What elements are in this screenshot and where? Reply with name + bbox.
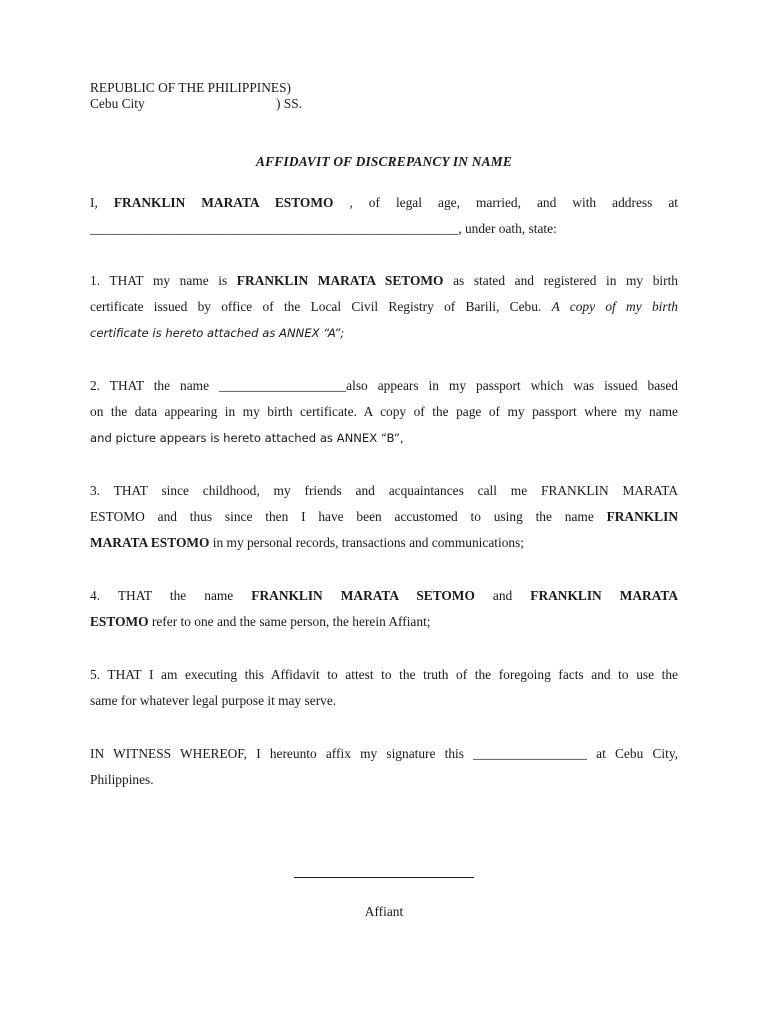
affiant-name: FRANKLIN MARATA ESTOMO [113, 195, 334, 210]
paragraph-2 [90, 373, 678, 451]
p3-text-line3b: in my personal records, transactions and communications; [209, 535, 525, 550]
intro-paragraph [90, 190, 678, 242]
paragraph-4 [90, 583, 678, 635]
paragraph-5 [90, 662, 678, 714]
venue-city-line [90, 96, 303, 112]
p4-text-and: and [474, 588, 531, 603]
venue-country: REPUBLIC OF THE PHILIPPINES) [90, 80, 292, 95]
p3-text-line2a: ESTOMO and thus since then I have been accustomed to using the name [90, 509, 607, 524]
p1-line-1 [90, 268, 678, 294]
p3-line-3 [90, 530, 678, 556]
paragraph-1 [90, 268, 678, 346]
intro-line-1 [90, 190, 678, 216]
p4-name-2-part-1: FRANKLIN MARATA [530, 588, 679, 603]
p5-line-1: 5. THAT I am executing this Affidavit to attest to the truth of the foregoing facts and to use the [90, 667, 678, 682]
p2-line-3: and picture appears is hereto attached as ANNEX “B”, [90, 431, 404, 445]
witness-line-1: IN WITNESS WHEREOF, I hereunto affix my signature this _________________ at Cebu City, [90, 746, 678, 761]
p2-line-2: on the data appearing in my birth certificate. A copy of the page of my passport where my name [90, 404, 678, 419]
p4-line-1 [90, 583, 678, 609]
p3-line-1: 3. THAT since childhood, my friends and acquaintances call me FRANKLIN MARATA [90, 483, 678, 498]
p1-text-line2a: certificate issued by office of the Local Civil Registry of Barili, Cebu. [90, 299, 552, 314]
affiant-label: Affiant [364, 904, 404, 919]
witness-line-2: Philippines. [90, 772, 154, 787]
signature-line [294, 877, 474, 878]
intro-text-b: , of legal age, married, and with address at [333, 195, 678, 210]
p4-text-b: refer to one and the same person, the herein Affiant; [148, 614, 431, 629]
intro-text-a: I, [90, 195, 114, 210]
venue-city: Cebu City [90, 96, 145, 111]
p4-name-1: FRANKLIN MARATA SETOMO [251, 588, 475, 603]
p2-line-1: 2. THAT the name ___________________also appears in my passport which was issued based [90, 378, 678, 393]
paragraph-3 [90, 478, 678, 556]
p3-name-part-1: FRANKLIN [606, 509, 678, 524]
venue-ss: ) SS. [276, 96, 303, 111]
p3-name-part-2: MARATA ESTOMO [90, 535, 210, 550]
document-title: AFFIDAVIT OF DISCREPANCY IN NAME [256, 154, 512, 169]
p3-line-2 [90, 504, 678, 530]
venue-block [90, 80, 303, 112]
p1-text-a: 1. THAT my name is [90, 273, 237, 288]
p1-text-line2b: A copy of my birth [551, 299, 678, 314]
p4-line-2 [90, 609, 678, 635]
p1-line-3: certificate is hereto attached as ANNEX “A”; [90, 326, 345, 340]
registered-name: FRANKLIN MARATA SETOMO [236, 273, 444, 288]
p5-line-2: same for whatever legal purpose it may serve. [90, 693, 337, 708]
p1-text-b: as stated and registered in my birth [443, 273, 678, 288]
p4-name-2-part-2: ESTOMO [90, 614, 149, 629]
p1-line-2 [90, 294, 678, 320]
intro-line-2: _______________________________________________________, under oath, state: [90, 221, 557, 236]
p4-text-a: 4. THAT the name [90, 588, 252, 603]
witness-paragraph [90, 741, 678, 793]
